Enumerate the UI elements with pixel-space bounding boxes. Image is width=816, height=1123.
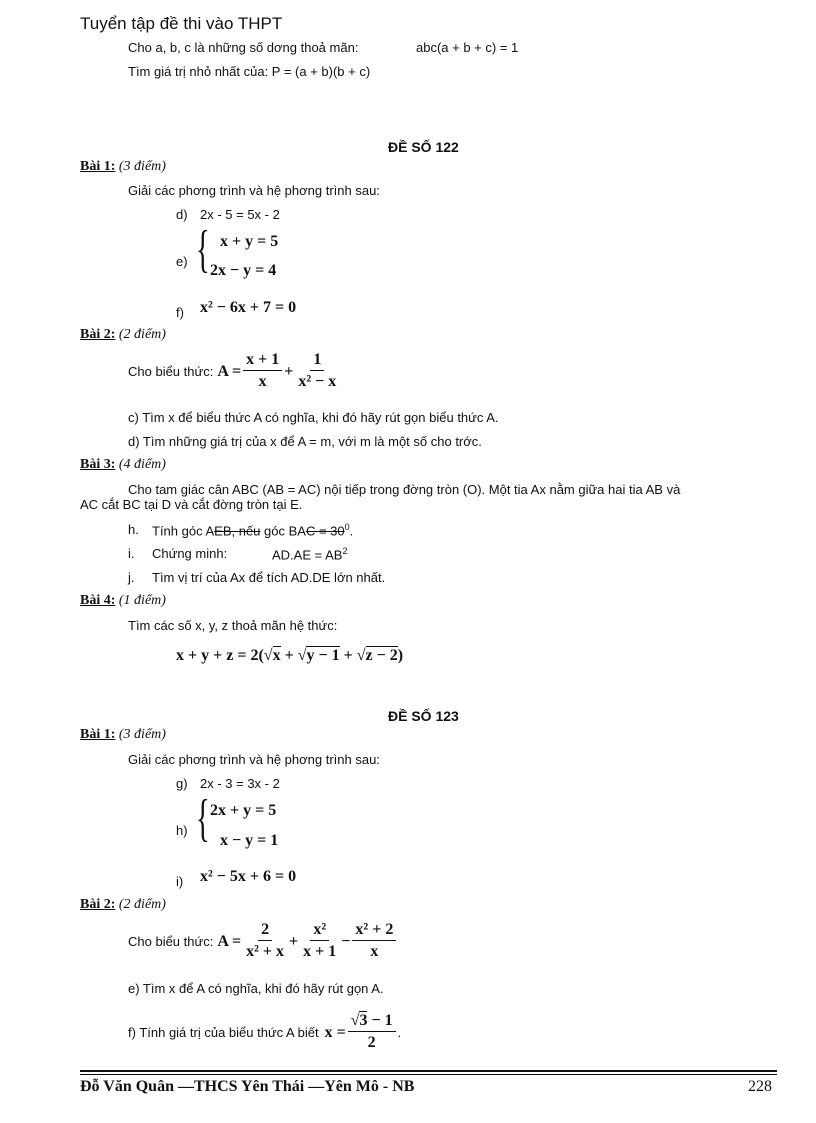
fraction-1 [243, 920, 287, 963]
de123-item-h-label: h) [176, 823, 188, 838]
fraction-numerator: x² + 2 [352, 920, 396, 941]
de122-bai1-intro: Giải các phơng trình và hệ phơng trình sau: [128, 183, 380, 198]
text-part: Tính góc A [152, 523, 215, 539]
struck-text: C = 30 [305, 523, 345, 539]
fraction-2 [300, 920, 339, 963]
de122-bai2-part-c: c) Tìm x để biểu thức A có nghĩa, khi đó hãy rút gọn biểu thức A. [128, 410, 499, 425]
expr-right: ) [397, 647, 404, 664]
de122-item-f-expr: x² − 6x + 7 = 0 [200, 299, 297, 316]
fraction-denominator: x [258, 373, 267, 390]
footer-rule-thin [80, 1074, 777, 1075]
expr-text: AD.AE = AB [272, 547, 343, 563]
fraction-denominator: x² + x [246, 943, 285, 960]
sqrt-icon: √ [356, 647, 366, 664]
text-part: . [349, 523, 354, 539]
fraction-numerator: x² [310, 920, 329, 941]
de123-bai2-heading [80, 897, 166, 913]
page-header-title: Tuyển tập đề thi vào THPT [80, 14, 283, 33]
fraction-numerator: 1 [310, 350, 324, 371]
bai-label: Bài 1: [80, 159, 116, 174]
struck-text: EB, nếu [214, 523, 261, 539]
bai-points: (4 điểm) [115, 457, 166, 472]
sqrt-icon: √ [263, 647, 273, 664]
a-equals: A = [217, 362, 242, 380]
degree-superscript: 0 [344, 522, 350, 532]
bai-points: (2 điểm) [115, 897, 166, 912]
system-brace-icon: { [196, 221, 210, 278]
de123-item-g-expr: 2x - 3 = 3x - 2 [200, 776, 280, 791]
de123-expression-A [128, 920, 398, 963]
de123-system-eq1: 2x + y = 5 [210, 802, 277, 819]
bai-points: (3 điểm) [115, 727, 166, 742]
de122-bai1-heading [80, 159, 166, 175]
plus-sign: + [343, 647, 353, 664]
bai-points: (3 điểm) [115, 159, 166, 174]
de122-bai4-expression [176, 647, 403, 665]
bai-label: Bài 2: [80, 327, 116, 342]
de122-item-f-label: f) [176, 305, 184, 320]
fraction-x [348, 1011, 396, 1054]
de122-item-d-label: d) [176, 207, 188, 222]
de122-bai3-line2: AC cắt BC tại D và cắt đờng tròn tại E. [80, 497, 303, 512]
part-f-text: f) Tính giá trị của biểu thức A biết [128, 1025, 319, 1040]
bai-label: Bài 2: [80, 897, 116, 912]
intro-expression: abc(a + b + c) = 1 [416, 40, 519, 55]
de122-bai3-item-h-label: h. [128, 522, 139, 537]
de122-bai2-part-d: d) Tìm những giá trị của x để A = m, với m là một số cho trớc. [128, 434, 482, 449]
radicand: y − 1 [306, 647, 340, 664]
intro-line-2: Tìm giá trị nhỏ nhất của: P = (a + b)(b + c) [128, 64, 371, 79]
exam-title-122: ĐỀ SỐ 122 [388, 139, 459, 155]
system-brace-icon: { [196, 790, 210, 847]
bai-points: (1 điểm) [115, 593, 166, 608]
de122-item-e-label: e) [176, 254, 188, 269]
intro-line-1: Cho a, b, c là những số dơng thoả mãn: [128, 40, 359, 55]
fraction-3 [352, 920, 396, 963]
fraction-denominator: x + 1 [303, 943, 337, 960]
bai-label: Bài 1: [80, 727, 116, 742]
expression-intro: Cho biểu thức: [128, 934, 214, 949]
de122-expression-A [128, 350, 341, 393]
de122-bai3-heading [80, 457, 166, 473]
de123-item-g-label: g) [176, 776, 188, 791]
plus-sign: + [284, 362, 294, 380]
de123-bai1-heading [80, 727, 166, 743]
square-superscript: 2 [342, 546, 348, 556]
fraction-1 [243, 350, 282, 393]
de122-bai3-item-j-text: Tìm vị trí của Ax để tích AD.DE lớn nhất. [152, 570, 386, 585]
de123-bai2-part-f [128, 1011, 401, 1054]
de122-system-eq2: 2x − y = 4 [210, 262, 277, 279]
bai-points: (2 điểm) [115, 327, 166, 342]
de122-bai3-line1: Cho tam giác cân ABC (AB = AC) nội tiếp trong đờng tròn (O). Một tia Ax nằm giữa hai tia AB và [128, 482, 681, 497]
footer-author: Đỗ Văn Quân —THCS Yên Thái —Yên Mô - NB [80, 1078, 415, 1095]
footer-rule-thick [80, 1070, 777, 1072]
de122-bai3-item-j-label: j. [128, 570, 135, 585]
a-equals: A = [217, 932, 242, 950]
de123-item-i-expr: x² − 5x + 6 = 0 [200, 868, 297, 885]
de122-bai2-heading [80, 327, 166, 343]
de122-system-eq1: x + y = 5 [220, 233, 279, 250]
de123-system-eq2: x − y = 1 [220, 832, 279, 849]
fraction-2 [295, 350, 339, 393]
page-number: 228 [748, 1078, 772, 1095]
expr-left: x + y + z = 2( [176, 647, 264, 664]
period: . [397, 1025, 402, 1040]
de122-bai4-intro: Tìm các số x, y, z thoả mãn hệ thức: [128, 618, 338, 633]
fraction-denominator: x² − x [298, 373, 337, 390]
numerator-rest: − 1 [367, 1012, 393, 1029]
sqrt-icon: √ [350, 1012, 360, 1029]
bai-label: Bài 4: [80, 593, 116, 608]
de123-bai2-part-e: e) Tìm x để A có nghĩa, khi đó hãy rút gọn A. [128, 981, 384, 996]
de122-bai3-item-i-expr [272, 546, 347, 562]
expression-intro: Cho biểu thức: [128, 364, 214, 379]
plus-sign: + [284, 647, 294, 664]
de122-bai3-item-h [152, 522, 353, 538]
fraction-denominator: 2 [367, 1034, 376, 1051]
radicand: x [272, 647, 281, 664]
fraction-denominator: x [370, 943, 379, 960]
de122-bai4-heading [80, 593, 166, 609]
minus-sign: − [341, 932, 351, 950]
radicand: 3 [359, 1012, 368, 1029]
de122-bai3-item-i-label: i. [128, 546, 135, 561]
text-part: góc BA [260, 523, 306, 539]
sqrt-icon: √ [297, 647, 307, 664]
plus-sign: + [289, 932, 299, 950]
exam-title-123: ĐỀ SỐ 123 [388, 708, 459, 724]
fraction-numerator: x + 1 [243, 350, 282, 371]
de123-item-i-label: i) [176, 874, 184, 889]
fraction-numerator [348, 1011, 396, 1032]
x-equals: x = [324, 1023, 346, 1041]
de122-item-d-expr: 2x - 5 = 5x - 2 [200, 207, 280, 222]
de123-bai1-intro: Giải các phơng trình và hệ phơng trình sau: [128, 752, 380, 767]
bai-label: Bài 3: [80, 457, 116, 472]
fraction-numerator: 2 [258, 920, 272, 941]
de122-bai3-item-i-text: Chứng minh: [152, 546, 228, 561]
radicand: z − 2 [365, 647, 398, 664]
